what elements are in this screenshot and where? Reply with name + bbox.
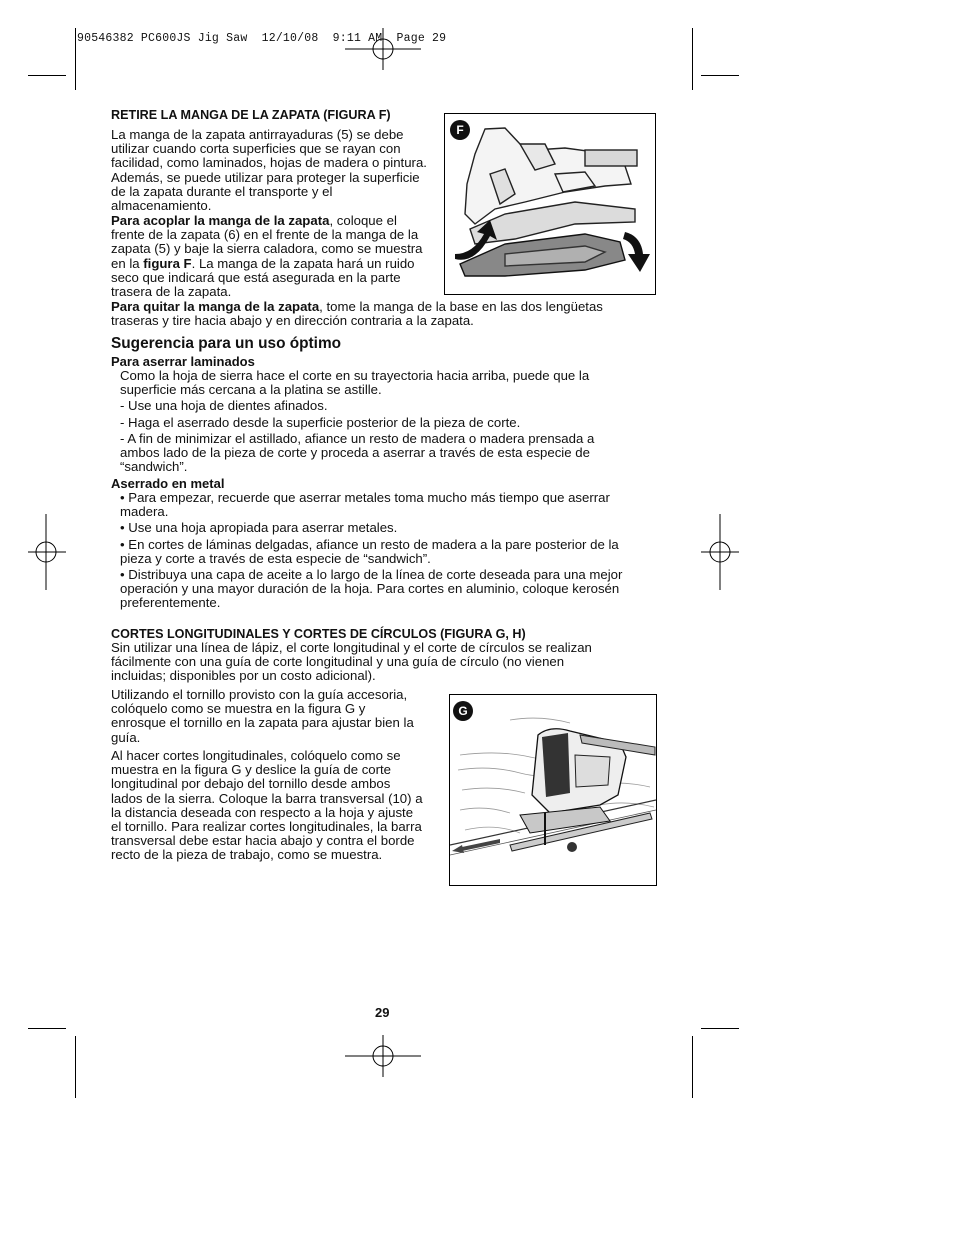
figure-f-illustration bbox=[445, 114, 655, 294]
figure-f-label: F bbox=[450, 120, 470, 140]
section-g-paragraph-1: Utilizando el tornillo provisto con la guía accesoria, colóquelo como se muestra en la figura G y enrosque el tornillo en la zapata para ajustar bien la guía. bbox=[111, 687, 414, 745]
section-f-heading: RETIRE LA MANGA DE LA ZAPATA (FIGURA F) bbox=[111, 108, 391, 122]
laminados-heading: Para aserrar laminados bbox=[111, 354, 255, 369]
laminados-text: Como la hoja de sierra hace el corte en su trayectoria hacia arriba, puede que la superficie más cercana a la platina se astille. - Use una hoja de dientes afinados. - Haga el aserrado desde la superficie posterior de la pieza de corte. - A fin de minimizar el astillado, afiance un resto de madera o madera prensada a ambos lado de la pieza de corte y proceda a aserrar a través de esta especie de “sandwich”. bbox=[120, 368, 595, 475]
figure-g bbox=[449, 694, 657, 886]
sugerencia-heading: Sugerencia para un uso óptimo bbox=[111, 335, 342, 352]
figure-f bbox=[444, 113, 656, 295]
figure-g-illustration bbox=[450, 695, 656, 885]
metal-text: • Para empezar, recuerde que aserrar metales toma mucho más tiempo que aserrar madera. • Use una hoja apropiada para aserrar metales. • En cortes de láminas delgadas, afiance un resto de madera a la pare posterior de la pieza y corte a través de esta especie de “sandwich”. • Distribuya una capa de aceite a lo largo de la línea de corte deseada para una mejor operación y una mayor duración de la hoja. Para cortes en aluminio, coloque kerosén preferentemente. bbox=[120, 490, 623, 611]
page-number: 29 bbox=[375, 1005, 390, 1020]
print-slug: 90546382 PC600JS Jig Saw 12/10/08 9:11 AM Page 29 bbox=[77, 32, 447, 45]
figure-g-label: G bbox=[453, 701, 473, 721]
section-f-paragraph-1: La manga de la zapata antirrayaduras (5) se debe utilizar cuando corta superficies que se rayan con facilidad, como laminados, hojas de madera o pintura. Además, se puede utilizar para proteger la superficie de la zapata durante el transporte y el almacenamiento. bbox=[111, 127, 427, 214]
section-f-paragraph-2: Para acoplar la manga de la zapata, coloque el frente de la zapata (6) en el frente de la manga de la zapata (5) y baje la sierra caladora, como se muestra en la figura F. La manga de la zapata hará un ruido seco que indicará que está asegurada en la parte trasera de la zapata. bbox=[111, 213, 423, 300]
metal-heading: Aserrado en metal bbox=[111, 476, 225, 491]
section-f-paragraph-3: Para quitar la manga de la zapata, tome la manga de la base en las dos lengüetas traseras y tire hacia abajo y en dirección contraria a la zapata. bbox=[111, 299, 603, 329]
section-g-intro: Sin utilizar una línea de lápiz, el corte longitudinal y el corte de círculos se realizan fácilmente con una guía de corte longitudinal y una guía de círculo (no vienen incluidas; disponibles por un costo adicional). bbox=[111, 640, 592, 684]
section-g-heading: CORTES LONGITUDINALES Y CORTES DE CÍRCULOS (FIGURA G, H) bbox=[111, 627, 526, 641]
section-g-paragraph-2: Al hacer cortes longitudinales, colóquelo como se muestra en la figura G y deslice la guía de corte longitudinal por debajo del tornillo desde ambos lados de la sierra. Coloque la barra transversal (10) a la distancia deseada con respecto a la hoja y ajuste el tornillo. Para realizar cortes longitudinales, la barra transversal debe estar hacia abajo y contra el borde recto de la pieza de trabajo, como se muestra. bbox=[111, 748, 423, 863]
